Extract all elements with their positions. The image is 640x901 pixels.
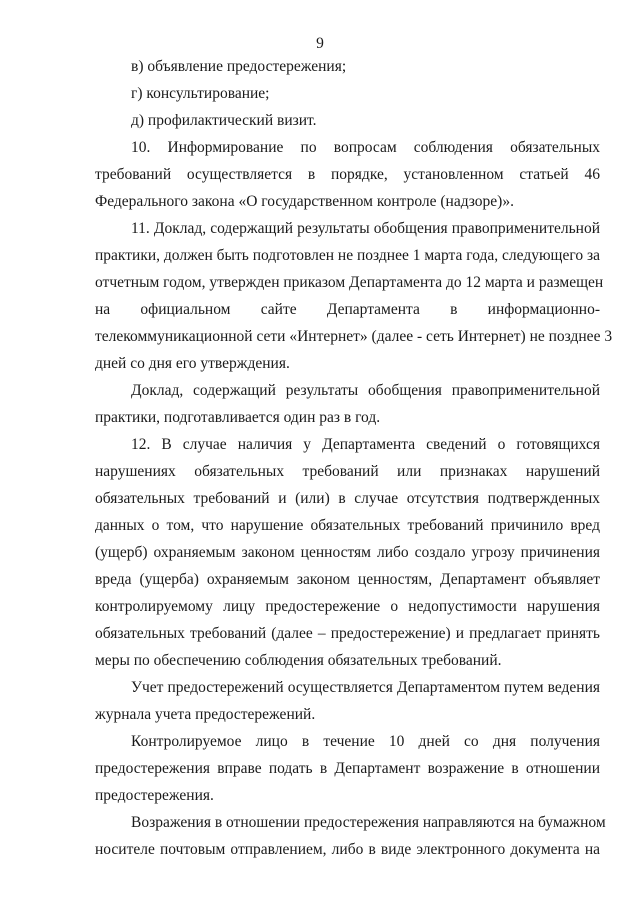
text-line: меры по обеспечению соблюдения обязательных требований.	[95, 652, 502, 669]
text-line: 11. Доклад, содержащий результаты обобщения правоприменительной	[131, 220, 600, 237]
text-line: носителе почтовым отправлением, либо в виде электронного документа на	[95, 841, 600, 858]
text-line: Федерального закона «О государственном контроле (надзоре)».	[95, 193, 514, 210]
text-line: вреда (ущерба) охраняемым законом ценностям, Департамент объявляет	[95, 571, 600, 588]
text-line: Доклад, содержащий результаты обобщения правоприменительной	[131, 382, 600, 399]
text-line: Учет предостережений осуществляется Департаментом путем ведения	[131, 679, 600, 696]
text-line: требований осуществляется в порядке, установленном статьей 46	[95, 166, 600, 183]
text-line: 10. Информирование по вопросам соблюдения обязательных	[131, 139, 600, 156]
text-line: Контролируемое лицо в течение 10 дней со дня получения	[131, 733, 600, 750]
text-line: отчетным годом, утвержден приказом Департамента до 12 марта и размещен	[95, 274, 604, 291]
text-line: д) профилактический визит.	[131, 112, 317, 129]
text-line: контролируемому лицу предостережение о недопустимости нарушения	[95, 598, 600, 615]
text-line: в) объявление предостережения;	[131, 58, 347, 75]
text-line: 12. В случае наличия у Департамента сведений о готовящихся	[131, 436, 600, 453]
text-line: обязательных требований (далее – предостережение) и предлагает принять	[95, 625, 600, 642]
text-line: дней со дня его утверждения.	[95, 355, 290, 372]
text-line: нарушениях обязательных требований или признаках нарушений	[95, 463, 600, 480]
text-line: Возражения в отношении предостережения направляются на бумажном	[131, 814, 606, 831]
text-line: г) консультирование;	[131, 85, 270, 102]
text-line: (ущерб) охраняемым законом ценностям либо создало угрозу причинения	[95, 544, 600, 561]
text-line: практики, подготавливается один раз в год.	[95, 409, 381, 426]
text-line: предостережения вправе подать в Департамент возражение в отношении	[95, 760, 600, 777]
page-number: 9	[316, 35, 324, 52]
text-line: на официальном сайте Департамента в информационно-	[95, 301, 600, 318]
text-line: обязательных требований и (или) в случае отсутствия подтвержденных	[95, 490, 600, 507]
text-line: телекоммуникационной сети «Интернет» (далее - сеть Интернет) не позднее 3	[95, 328, 613, 345]
text-line: данных о том, что нарушение обязательных требований причинило вред	[95, 517, 600, 534]
text-line: практики, должен быть подготовлен не позднее 1 марта года, следующего за	[95, 247, 600, 264]
text-line: журнала учета предостережений.	[95, 706, 316, 723]
text-line: предостережения.	[95, 787, 214, 804]
